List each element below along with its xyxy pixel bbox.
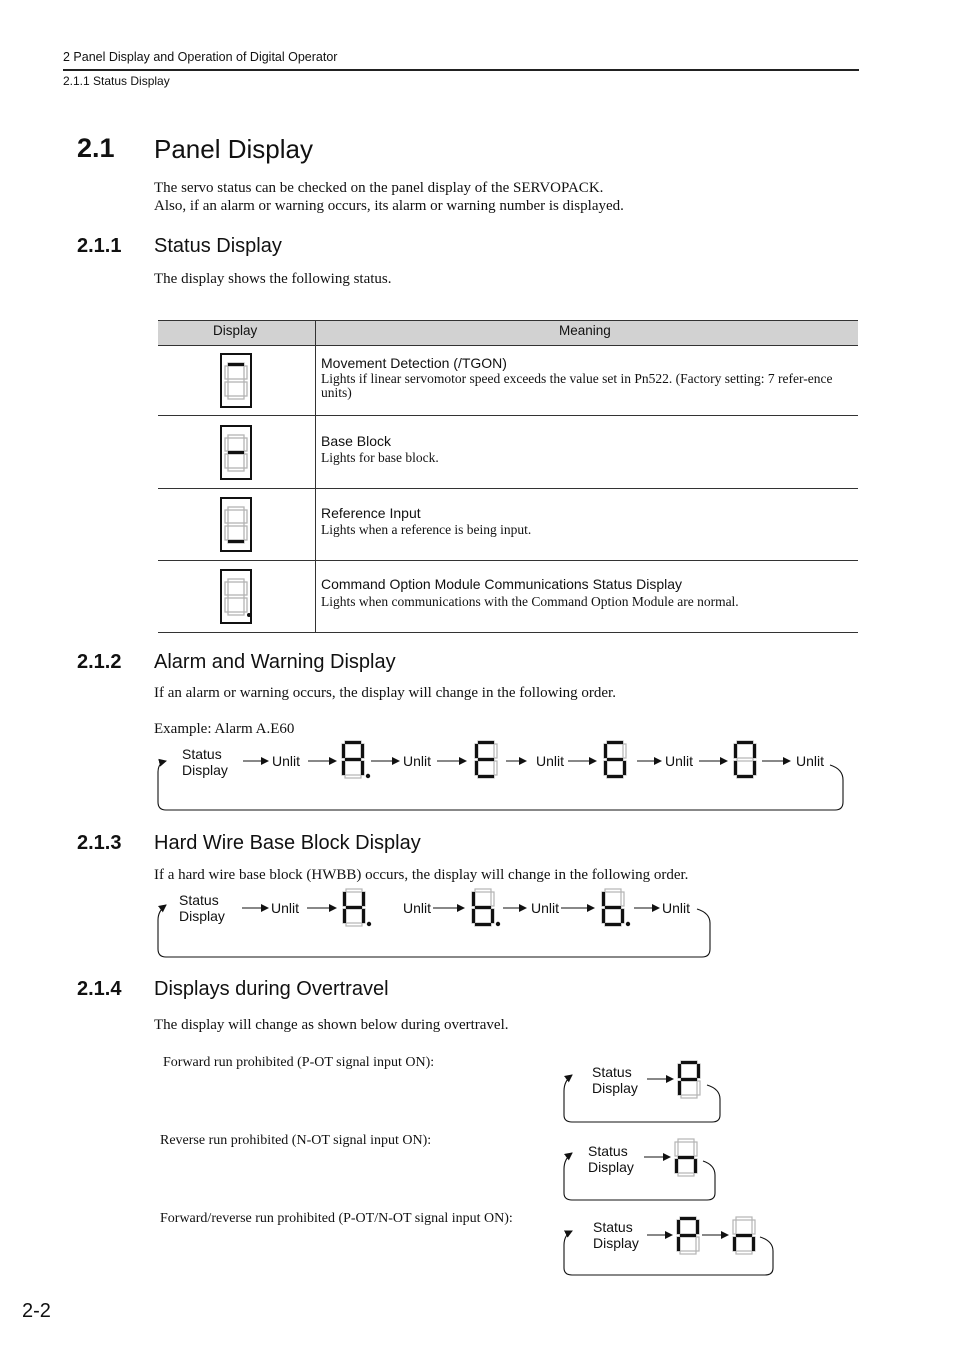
- digit-b-icon: [472, 889, 500, 926]
- unlit-label: Unlit: [403, 900, 432, 916]
- overtravel-status-label-1: Status: [588, 1143, 628, 1159]
- running-header-section: 2.1.1 Status Display: [63, 74, 170, 88]
- digit-e-icon: [475, 741, 497, 778]
- unlit-label: Unlit: [796, 753, 825, 769]
- row-desc-command-option: Lights when communications with the Command Option Module are normal.: [321, 594, 739, 609]
- section-number-2-1-4: 2.1.4: [77, 978, 122, 1000]
- overtravel-case-forward: Forward run prohibited (P-OT signal input ON):: [163, 1055, 435, 1070]
- table-bottom-border: [158, 632, 858, 633]
- row-divider: [158, 560, 858, 561]
- row-title-reference-input: Reference Input: [321, 505, 421, 521]
- alarm-status-label-1: Status: [182, 746, 222, 762]
- digit-h-icon: [343, 889, 371, 926]
- intro-line-2: Also, if an alarm or warning occurs, its alarm or warning number is displayed.: [154, 198, 624, 214]
- section-number-2-1-2: 2.1.2: [77, 651, 122, 673]
- section-number-2-1-3: 2.1.3: [77, 832, 122, 854]
- table-header: [158, 320, 858, 346]
- section-title-overtravel: Displays during Overtravel: [154, 978, 389, 1000]
- seven-seg-bottom-segment-icon: [220, 497, 254, 553]
- digit-b-icon: [602, 889, 630, 926]
- seven-seg-decimal-point-icon: [220, 569, 256, 625]
- overtravel-reverse-diagram: [560, 1133, 730, 1208]
- digit-p-icon: [677, 1217, 699, 1254]
- alarm-status-label-2: Display: [182, 762, 228, 778]
- overtravel-case-both: Forward/reverse run prohibited (P-OT/N-OT signal input ON):: [160, 1211, 513, 1226]
- column-separator: [315, 320, 316, 632]
- status-display-intro: The display shows the following status.: [154, 271, 392, 287]
- section-title-alarm-warning: Alarm and Warning Display: [154, 651, 396, 673]
- row-title-command-option: Command Option Module Communications Status Display: [321, 576, 683, 592]
- section-title-hwbb: Hard Wire Base Block Display: [154, 832, 421, 854]
- running-header-chapter: 2 Panel Display and Operation of Digital Operator: [63, 50, 338, 64]
- overtravel-status-label-2: Display: [592, 1080, 638, 1096]
- unlit-label: Unlit: [271, 900, 300, 916]
- hwbb-status-label-1: Status: [179, 892, 219, 908]
- digit-a-icon: [342, 741, 370, 778]
- row-desc-reference-input: Lights when a reference is being input.: [321, 522, 532, 537]
- digit-n-icon: [733, 1217, 755, 1254]
- row-divider: [158, 415, 858, 416]
- section-number-2-1-1: 2.1.1: [77, 235, 122, 257]
- overtravel-status-label-2: Display: [588, 1159, 634, 1175]
- unlit-label: Unlit: [403, 753, 432, 769]
- row-title-movement-detection: Movement Detection (/TGON): [321, 355, 507, 371]
- unlit-label: Unlit: [662, 900, 691, 916]
- intro-line-1: The servo status can be checked on the panel display of the SERVOPACK.: [154, 180, 604, 196]
- overtravel-status-label-2: Display: [593, 1235, 639, 1251]
- seven-seg-top-segment-icon: [220, 353, 254, 409]
- unlit-label: Unlit: [272, 753, 301, 769]
- seven-seg-middle-segment-icon: [220, 425, 254, 481]
- hwbb-sequence-diagram: [150, 883, 720, 963]
- overtravel-status-label-1: Status: [592, 1064, 632, 1080]
- overtravel-status-label-1: Status: [593, 1219, 633, 1235]
- overtravel-forward-diagram: [560, 1055, 730, 1130]
- header-rule: [63, 69, 859, 71]
- page-number: 2-2: [22, 1300, 51, 1322]
- overtravel-intro: The display will change as shown below during overtravel.: [154, 1017, 509, 1033]
- unlit-label: Unlit: [665, 753, 694, 769]
- col-header-display: Display: [213, 323, 258, 338]
- alarm-example: Example: Alarm A.E60: [154, 721, 295, 737]
- row-divider: [158, 488, 858, 489]
- unlit-label: Unlit: [531, 900, 560, 916]
- hwbb-intro: If a hard wire base block (HWBB) occurs, the display will change in the following order.: [154, 867, 689, 883]
- section-title-status-display: Status Display: [154, 235, 282, 257]
- row-desc-base-block: Lights for base block.: [321, 450, 439, 465]
- digit-0-icon: [734, 741, 756, 778]
- digit-p-icon: [678, 1061, 700, 1098]
- section-number-2-1: 2.1: [77, 133, 115, 163]
- unlit-label: Unlit: [536, 753, 565, 769]
- overtravel-case-reverse: Reverse run prohibited (N-OT signal input ON):: [160, 1133, 432, 1148]
- digit-6-icon: [604, 741, 626, 778]
- alarm-intro: If an alarm or warning occurs, the display will change in the following order.: [154, 685, 616, 701]
- col-header-meaning: Meaning: [559, 323, 611, 338]
- section-title-panel-display: Panel Display: [154, 134, 313, 164]
- alarm-sequence-diagram: [150, 735, 850, 815]
- row-title-base-block: Base Block: [321, 433, 392, 449]
- row-desc-movement-detection: Lights if linear servomotor speed exceeds the value set in Pn522. (Factory setting: 7 refer-ence units): [321, 371, 833, 400]
- digit-n-icon: [675, 1139, 697, 1176]
- hwbb-status-label-2: Display: [179, 908, 225, 924]
